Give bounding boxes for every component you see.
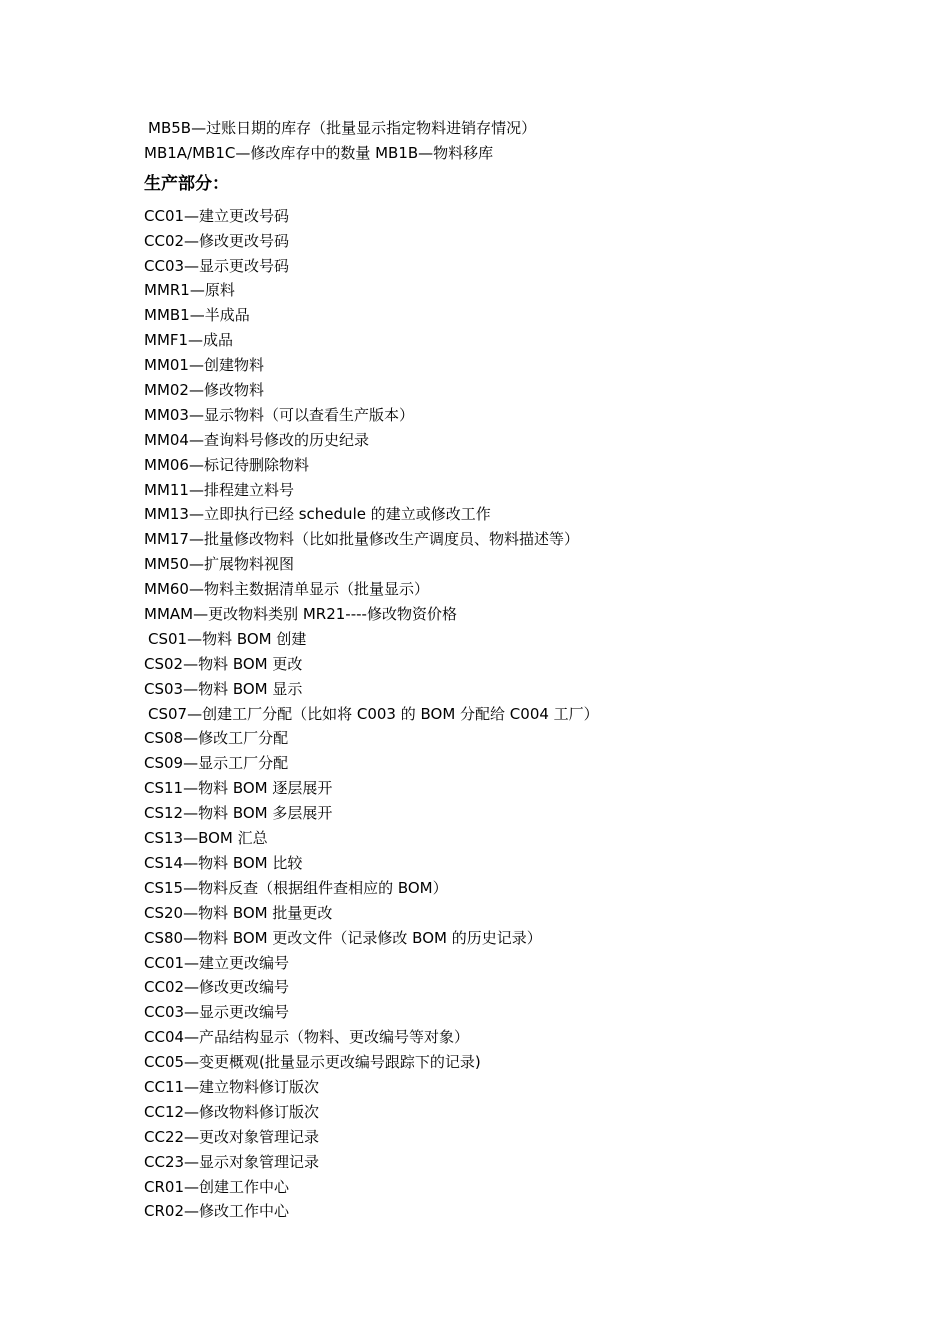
section-heading: 生产部分： [144,173,229,194]
text-line: CC01—建立更改编号 [144,953,290,972]
text-line: CC22—更改对象管理记录 [144,1127,320,1146]
text-line: MM11—排程建立料号 [144,480,294,499]
text-line: MMR1—原料 [144,281,235,300]
text-line: CS14—物料 BOM 比较 [144,853,303,872]
text-line: MM04—查询料号修改的历史纪录 [144,430,369,449]
text-line: MM60—物料主数据清单显示（批量显示） [144,580,429,599]
section-lines [144,204,864,1225]
text-line: CS08—修改工厂分配 [144,729,289,748]
text-line: MM06—标记待删除物料 [144,455,309,474]
text-line: CC11—建立物料修订版次 [144,1077,320,1096]
text-line: CS03—物料 BOM 显示 [144,679,303,698]
text-line: CS15—物料反查（根据组件查相应的 BOM） [144,878,448,897]
text-line: CC05—变更概观(批量显示更改编号跟踪下的记录) [144,1053,481,1072]
text-line: MMAM—更改物料类别 MR21----修改物资价格 [144,605,457,624]
text-line: CS01—物料 BOM 创建 [148,629,307,648]
text-line: CS02—物料 BOM 更改 [144,654,303,673]
text-line: MM13—立即执行已经 schedule 的建立或修改工作 [144,505,491,524]
text-line: MM17—批量修改物料（比如批量修改生产调度员、物料描述等） [144,530,579,549]
text-line: CS12—物料 BOM 多层展开 [144,804,333,823]
text-line: MM02—修改物料 [144,381,264,400]
intro-lines [144,116,864,166]
text-line: CS07—创建工厂分配（比如将 C003 的 BOM 分配给 C004 工厂） [148,704,599,723]
text-line: MMF1—成品 [144,331,234,350]
text-line: CC02—修改更改号码 [144,231,290,250]
text-line: CS13—BOM 汇总 [144,829,268,848]
text-line: MB1A/MB1C—修改库存中的数量 MB1B—物料移库 [144,143,494,162]
text-line: MM01—创建物料 [144,356,264,375]
text-line: CS09—显示工厂分配 [144,754,289,773]
text-line: CS11—物料 BOM 逐层展开 [144,779,333,798]
text-line: MB5B—过账日期的库存（批量显示指定物料进销存情况） [148,119,537,137]
text-line: MM03—显示物料（可以查看生产版本） [144,405,414,424]
document-body [144,116,864,1224]
text-line: CC23—显示对象管理记录 [144,1152,320,1171]
text-line: CS80—物料 BOM 更改文件（记录修改 BOM 的历史记录） [144,928,542,947]
text-line: CC12—修改物料修订版次 [144,1102,320,1121]
text-line: CC04—产品结构显示（物料、更改编号等对象） [144,1028,470,1047]
text-line: CR02—修改工作中心 [144,1202,289,1221]
text-line: CC03—显示更改编号 [144,1003,290,1022]
text-line: MMB1—半成品 [144,306,250,325]
text-line: MM50—扩展物料视图 [144,555,294,574]
text-line: CR01—创建工作中心 [144,1177,289,1196]
text-line: CC03—显示更改号码 [144,256,290,275]
text-line: CC01—建立更改号码 [144,206,290,225]
text-line: CC02—修改更改编号 [144,978,290,997]
text-line: CS20—物料 BOM 批量更改 [144,903,333,922]
